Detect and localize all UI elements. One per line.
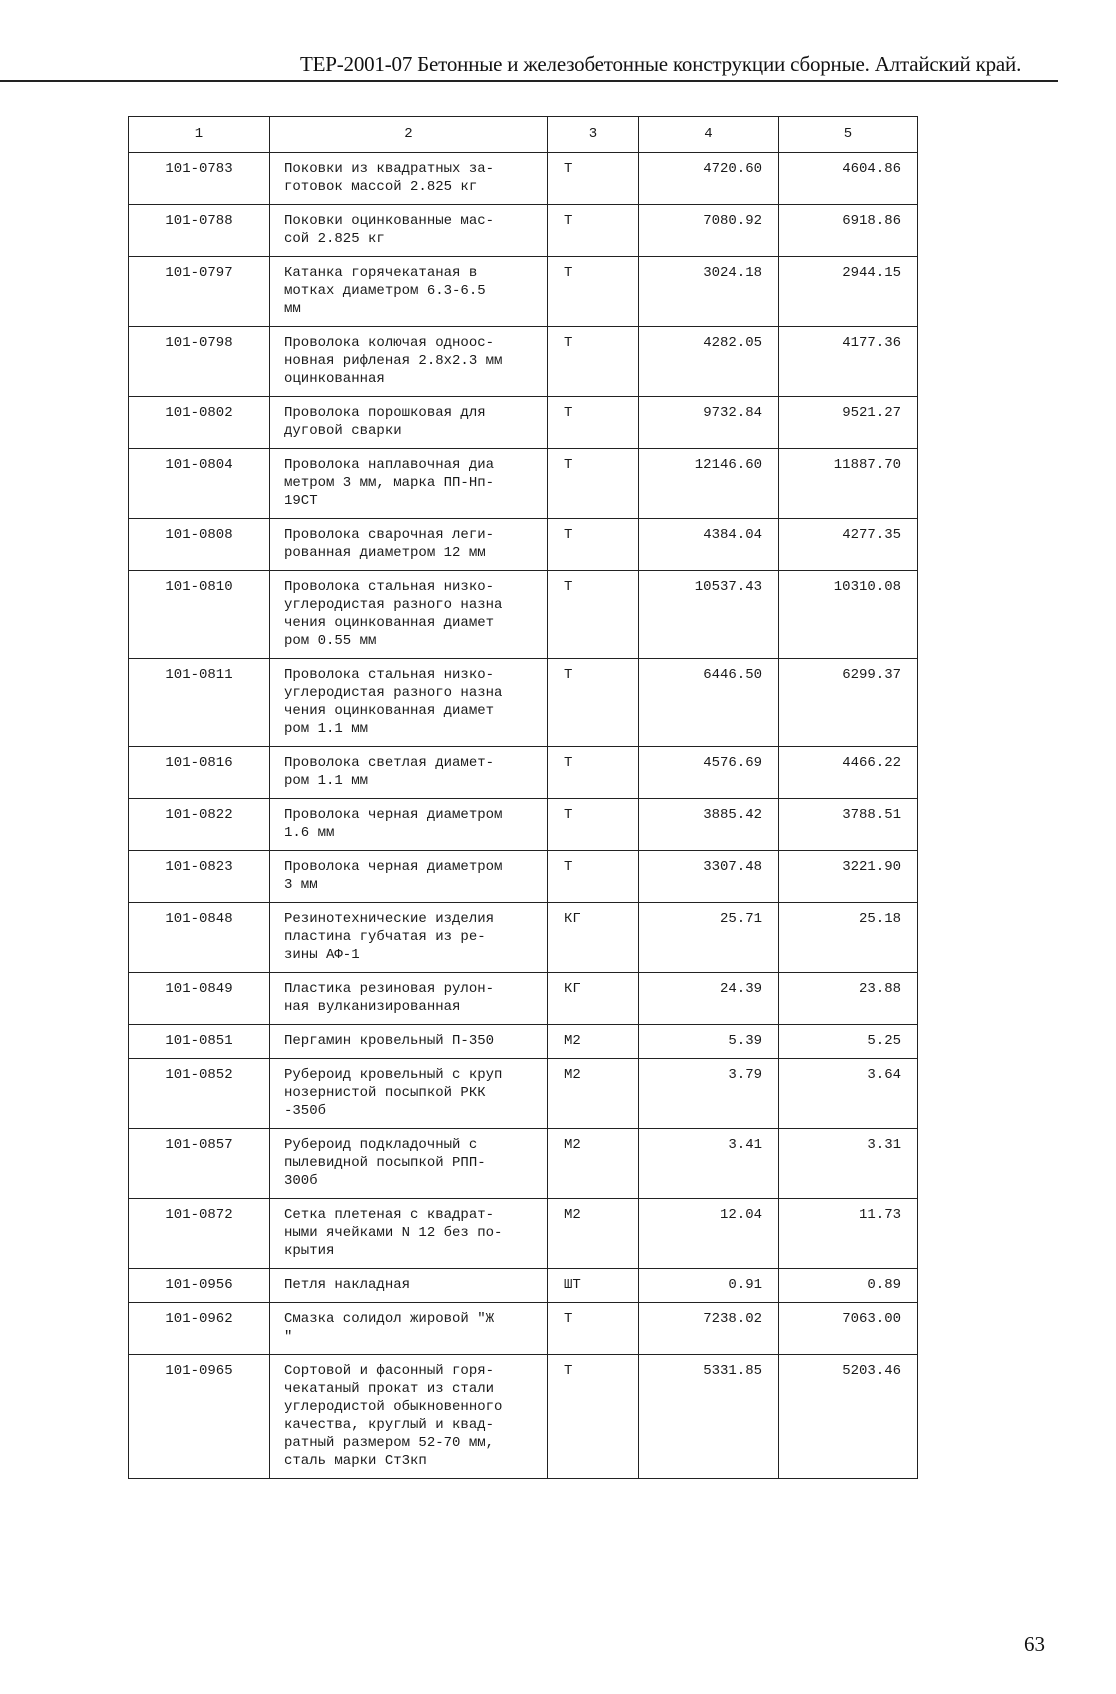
column-number-4: 4 [639,117,779,153]
price-column-4-cell: 12146.60 [639,449,779,519]
resource-name-cell: Сортовой и фасонный горя- чекатаный прокат из стали углеродистой обыкновенного качества, круглый и квад- ратный размером 52-70 мм, сталь марки Ст3кп [270,1355,548,1479]
resource-code-cell: 101-0852 [129,1059,270,1129]
page-number: 63 [1024,1632,1045,1656]
price-column-4-cell: 4576.69 [639,747,779,799]
resource-name-cell: Проволока черная диаметром 1.6 мм [270,799,548,851]
unit-cell: КГ [548,973,639,1025]
column-number-5: 5 [779,117,918,153]
price-column-4-cell: 3024.18 [639,257,779,327]
price-column-4-cell: 3885.42 [639,799,779,851]
price-column-5-cell: 3.64 [779,1059,918,1129]
price-column-5-cell: 6918.86 [779,205,918,257]
resource-code-cell: 101-0962 [129,1303,270,1355]
resource-name-cell: Смазка солидол жировой "Ж " [270,1303,548,1355]
price-column-4-cell: 24.39 [639,973,779,1025]
unit-cell: ШТ [548,1269,639,1303]
unit-cell: Т [548,519,639,571]
unit-cell: Т [548,851,639,903]
resource-name-cell: Поковки оцинкованные мас- сой 2.825 кг [270,205,548,257]
price-column-4-cell: 12.04 [639,1199,779,1269]
resource-code-cell: 101-0851 [129,1025,270,1059]
price-column-5-cell: 23.88 [779,973,918,1025]
table-row [129,851,918,903]
resource-code-cell: 101-0816 [129,747,270,799]
resource-name-cell: Катанка горячекатаная в мотках диаметром 6.3-6.5 мм [270,257,548,327]
price-column-4-cell: 9732.84 [639,397,779,449]
price-table [128,116,918,1479]
table-row [129,153,918,205]
unit-cell: Т [548,205,639,257]
resource-code-cell: 101-0857 [129,1129,270,1199]
table-row [129,519,918,571]
resource-code-cell: 101-0802 [129,397,270,449]
table-row [129,747,918,799]
resource-code-cell: 101-0965 [129,1355,270,1479]
table-row [129,799,918,851]
resource-name-cell: Проволока стальная низко- углеродистая разного назна чения оцинкованная диамет ром 0.55 мм [270,571,548,659]
table-row [129,1199,918,1269]
table-row [129,449,918,519]
table-row [129,659,918,747]
resource-name-cell: Рубероид кровельный с круп нозернистой посыпкой РКК -350б [270,1059,548,1129]
resource-name-cell: Проволока порошковая для дуговой сварки [270,397,548,449]
price-column-4-cell: 10537.43 [639,571,779,659]
unit-cell: Т [548,1303,639,1355]
unit-cell: Т [548,747,639,799]
price-column-5-cell: 2944.15 [779,257,918,327]
table-row [129,903,918,973]
price-column-4-cell: 4282.05 [639,327,779,397]
unit-cell: Т [548,257,639,327]
price-column-4-cell: 5.39 [639,1025,779,1059]
resource-name-cell: Проволока колючая одноос- новная рифленая 2.8х2.3 мм оцинкованная [270,327,548,397]
resource-code-cell: 101-0811 [129,659,270,747]
price-column-4-cell: 3.41 [639,1129,779,1199]
resource-code-cell: 101-0804 [129,449,270,519]
resource-code-cell: 101-0808 [129,519,270,571]
unit-cell: М2 [548,1025,639,1059]
price-column-5-cell: 11.73 [779,1199,918,1269]
unit-cell: Т [548,799,639,851]
price-column-4-cell: 4720.60 [639,153,779,205]
price-column-5-cell: 4277.35 [779,519,918,571]
resource-code-cell: 101-0783 [129,153,270,205]
table-row [129,397,918,449]
table-row [129,973,918,1025]
price-column-5-cell: 5.25 [779,1025,918,1059]
resource-name-cell: Проволока светлая диамет- ром 1.1 мм [270,747,548,799]
table-row [129,1059,918,1129]
resource-code-cell: 101-0849 [129,973,270,1025]
resource-name-cell: Проволока стальная низко- углеродистая разного назна чения оцинкованная диамет ром 1.1 мм [270,659,548,747]
resource-name-cell: Резинотехнические изделия пластина губчатая из ре- зины АФ-1 [270,903,548,973]
resource-name-cell: Проволока черная диаметром 3 мм [270,851,548,903]
price-column-5-cell: 25.18 [779,903,918,973]
resource-name-cell: Пластика резиновая рулон- ная вулканизированная [270,973,548,1025]
price-column-4-cell: 4384.04 [639,519,779,571]
resource-code-cell: 101-0823 [129,851,270,903]
table-row [129,1025,918,1059]
table-row [129,205,918,257]
resource-code-cell: 101-0810 [129,571,270,659]
unit-cell: Т [548,1355,639,1479]
unit-cell: Т [548,571,639,659]
column-number-2: 2 [270,117,548,153]
price-column-5-cell: 3221.90 [779,851,918,903]
price-column-5-cell: 5203.46 [779,1355,918,1479]
resource-name-cell: Петля накладная [270,1269,548,1303]
resource-name-cell: Сетка плетеная с квадрат- ными ячейками N 12 без по- крытия [270,1199,548,1269]
price-table-body [129,117,918,1479]
running-header-title: ТЕР-2001-07 Бетонные и железобетонные конструкции сборные. Алтайский край. [300,52,1022,76]
price-column-5-cell: 0.89 [779,1269,918,1303]
table-row [129,1355,918,1479]
unit-cell: КГ [548,903,639,973]
price-column-5-cell: 3.31 [779,1129,918,1199]
unit-cell: Т [548,659,639,747]
resource-code-cell: 101-0872 [129,1199,270,1269]
resource-code-cell: 101-0788 [129,205,270,257]
price-column-5-cell: 4466.22 [779,747,918,799]
table-row [129,1303,918,1355]
table-row [129,1269,918,1303]
price-column-4-cell: 7080.92 [639,205,779,257]
price-column-4-cell: 7238.02 [639,1303,779,1355]
price-column-4-cell: 3307.48 [639,851,779,903]
price-column-5-cell: 11887.70 [779,449,918,519]
table-row [129,1129,918,1199]
price-column-5-cell: 7063.00 [779,1303,918,1355]
price-column-4-cell: 5331.85 [639,1355,779,1479]
header-divider [0,80,1058,82]
price-column-4-cell: 6446.50 [639,659,779,747]
resource-code-cell: 101-0956 [129,1269,270,1303]
price-column-5-cell: 4604.86 [779,153,918,205]
unit-cell: М2 [548,1129,639,1199]
resource-name-cell: Рубероид подкладочный с пылевидной посыпкой РПП- 300б [270,1129,548,1199]
resource-name-cell: Проволока наплавочная диа метром 3 мм, марка ПП-Нп- 19СТ [270,449,548,519]
resource-code-cell: 101-0848 [129,903,270,973]
column-number-1: 1 [129,117,270,153]
price-column-5-cell: 10310.08 [779,571,918,659]
column-number-3: 3 [548,117,639,153]
price-column-5-cell: 9521.27 [779,397,918,449]
table-row [129,257,918,327]
unit-cell: Т [548,327,639,397]
price-column-4-cell: 25.71 [639,903,779,973]
price-column-5-cell: 4177.36 [779,327,918,397]
price-column-4-cell: 3.79 [639,1059,779,1129]
price-column-5-cell: 3788.51 [779,799,918,851]
unit-cell: Т [548,449,639,519]
resource-name-cell: Пергамин кровельный П-350 [270,1025,548,1059]
resource-name-cell: Поковки из квадратных за- готовок массой 2.825 кг [270,153,548,205]
resource-code-cell: 101-0798 [129,327,270,397]
resource-name-cell: Проволока сварочная леги- рованная диаметром 12 мм [270,519,548,571]
table-row [129,327,918,397]
table-row [129,571,918,659]
unit-cell: М2 [548,1059,639,1129]
column-number-row [129,117,918,153]
unit-cell: М2 [548,1199,639,1269]
price-column-4-cell: 0.91 [639,1269,779,1303]
unit-cell: Т [548,397,639,449]
price-column-5-cell: 6299.37 [779,659,918,747]
unit-cell: Т [548,153,639,205]
resource-code-cell: 101-0822 [129,799,270,851]
resource-code-cell: 101-0797 [129,257,270,327]
